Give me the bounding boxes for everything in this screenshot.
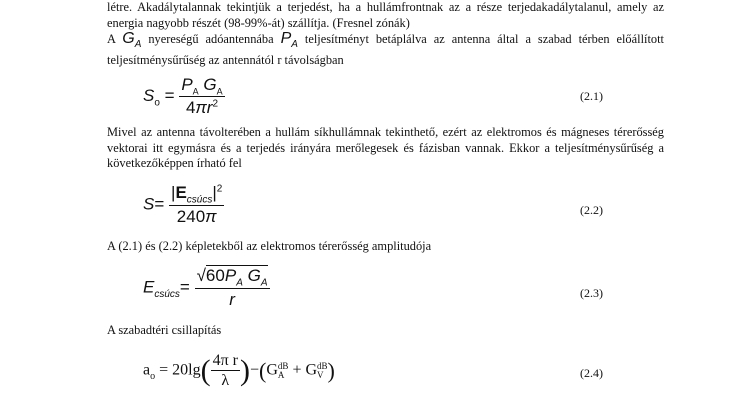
- text-line: A $G_A$ nyereségű adóantennába $P_A$ teljesítményt betáplálva az antenna által a szabad térben előállított: [107, 30, 664, 51]
- text-line: Mivel az antenna távolterében a hullám síkhullámnak tekinthető, ezért az elektromos és mágneses térerősség: [107, 125, 664, 139]
- paragraph-fresnel: [107, 0, 664, 68]
- paragraph-far-field: [107, 125, 664, 172]
- equation-2-1: $S_o$ = $\frac{P_A G_A}{4\pi r^2}$: [143, 75, 223, 118]
- equation-2-2: S= $\frac{|E_{csúcs}|^2}{240\pi}$: [143, 183, 223, 227]
- equation-number: (2.1): [580, 89, 603, 103]
- text-line: létre. Akadálytalannak tekintjük a terjedést, ha a hullámfrontnak az a része terjedakadálytalanul, amely az: [107, 0, 664, 14]
- paragraph-amplitude: A (2.1) és (2.2) képletekből az elektromos térerősség amplitudója: [107, 239, 432, 253]
- equation-number: (2.4): [580, 366, 603, 380]
- paragraph-attenuation: A szabadtéri csillapítás: [107, 323, 222, 337]
- text-line: következőképpen írható fel: [107, 156, 242, 170]
- equation-number: (2.3): [580, 286, 603, 300]
- equation-2-3: $E_{csúcs}=$ $\frac{√60P_A G_A}{r}$: [143, 266, 268, 310]
- equation-2-4: $a_o = 20\lg$( $\frac{\text{4π r}}{\lambda}$ )−(G dB A + G dB V ): [143, 352, 335, 389]
- text-line: vektorai itt egymásra és a terjedés irányára merőlegesek és fázisban vannak. Ekkor a teljesítménysűrűség a: [107, 140, 664, 155]
- equation-number: (2.2): [580, 203, 603, 217]
- text-line: teljesítménysűrűség az antennától r távolságban: [107, 52, 344, 67]
- text-line: energia nagyobb részét (98-99%-át) szállítja. (Fresnel zónák): [107, 15, 410, 30]
